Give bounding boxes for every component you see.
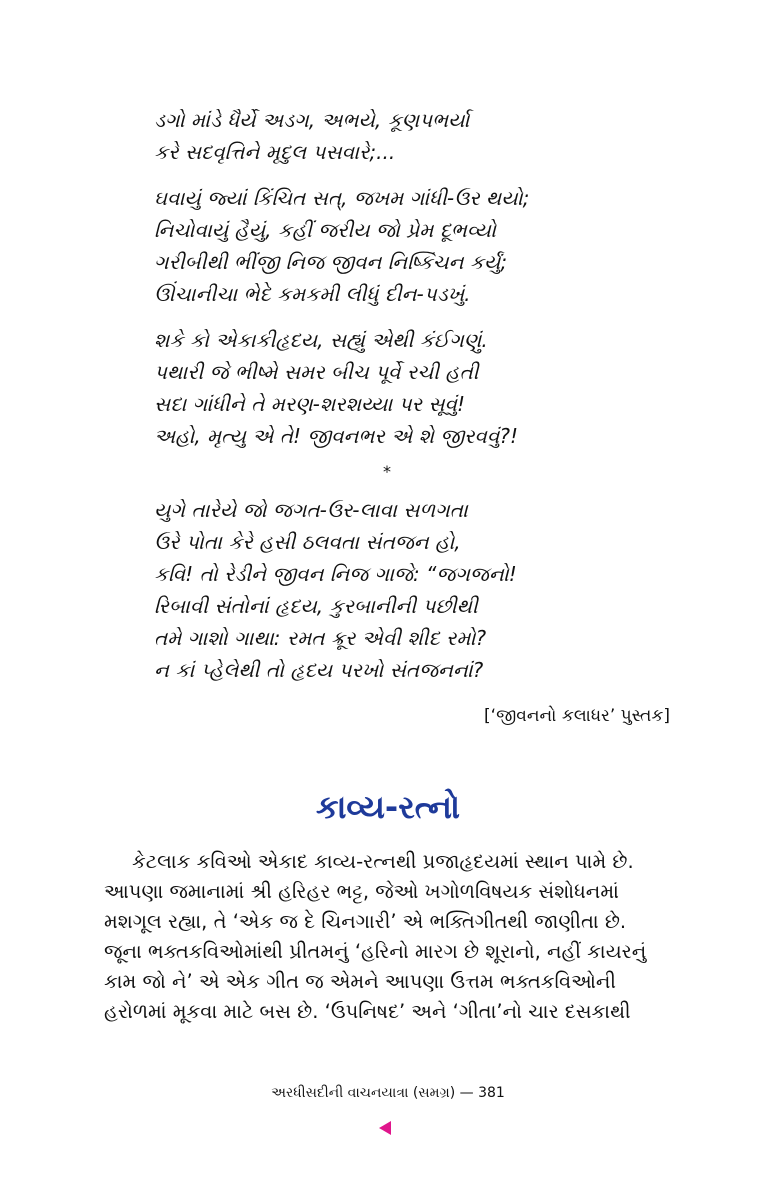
page-footer: અરધીસદીની વાચનયાત્રા (સમગ્ર) — 381 bbox=[271, 1085, 505, 1101]
section-heading: કાવ્ય-રત્નો bbox=[316, 788, 460, 826]
poem-source-citation: [‘જીવનનો કલાધર’ પુસ્તક] bbox=[484, 706, 670, 726]
poem-line: ઊંચાનીચા ભેદે કમકમી લીધું દીન-પડખું. bbox=[154, 282, 471, 306]
paragraph-line: મશગૂલ રહ્યા, તે ‘એક જ દે ચિનગારી’ એ ભક્તિગીતથી જાણીતા છે. bbox=[104, 910, 627, 933]
poem-line: સદા ગાંધીને તે મરણ-શરશય્યા પર સૂવું! bbox=[154, 392, 466, 416]
poem-line: ન કાં પ્હેલેથી તો હૃદય પરખો સંતજનનાં? bbox=[154, 658, 484, 682]
poem-stanza-1 bbox=[154, 104, 554, 168]
poem-line: કવિ! તો રેડીને જીવન નિજ ગાજે: “જગજનો! bbox=[154, 562, 517, 586]
poem-line: ઘવાયું જ્યાં કિંચિત સત્, જખમ ગાંધી-ઉર થયો; bbox=[154, 186, 530, 210]
body-paragraph bbox=[104, 847, 670, 1027]
poem-line: રિબાવી સંતોનાં હૃદય, કુરબાનીની પછીથી bbox=[154, 594, 478, 618]
poem-line: ઉરે પોતા કેરે હસી ઠલવતા સંતજન હો, bbox=[154, 530, 461, 554]
poem-stanza-3 bbox=[154, 324, 554, 452]
poem-line: ગરીબીથી ભીંજી નિજ જીવન નિષ્કિંચન કર્યું; bbox=[154, 250, 508, 274]
previous-page-arrow-icon[interactable] bbox=[379, 1121, 391, 1135]
paragraph-line: હરોળમાં મૂકવા માટે બસ છે. ‘ઉપનિષદ’ અને ‘ગીતા’નો ચાર દસકાથી bbox=[104, 1000, 631, 1023]
poem-line: કરે સદવૃત્તિને મૃદુલ પસવારે;... bbox=[154, 140, 396, 164]
paragraph-line: કેટલાક કવિઓ એકાદ કાવ્ય-રત્નથી પ્રજાહૃદયમાં સ્થાન પામે છે. bbox=[132, 850, 634, 873]
poem-line: શકે કો એકાકીહૃદય, સહ્યું એથી કંઈગણું. bbox=[154, 328, 488, 352]
poem-line: અહો, મૃત્યુ એ તે! જીવનભર એ શે જીરવવું?! bbox=[154, 424, 518, 448]
paragraph-line: જૂના ભક્તકવિઓમાંથી પ્રીતમનું ‘હરિનો મારગ છે શૂરાનો, નહીં કાયરનું bbox=[104, 940, 647, 963]
paragraph-line: કામ જો ને’ એ એક ગીત જ એમને આપણા ઉત્તમ ભક્તકવિઓની bbox=[104, 970, 617, 993]
poem-stanza-4 bbox=[154, 494, 554, 686]
poem-line: પથારી જે ભીષ્મે સમર બીચ પૂર્વે રચી હતી bbox=[154, 360, 479, 384]
paragraph-line: આપણા જમાનામાં શ્રી હરિહર ભટ્ટ, જેઓ ખગોળવિષયક સંશોધનમાં bbox=[104, 880, 619, 903]
poem-stanza-2 bbox=[154, 182, 554, 310]
stanza-separator: * bbox=[383, 462, 391, 481]
poem-line: તમે ગાશો ગાથા: રમત ક્રૂર એવી શીદ રમો? bbox=[154, 626, 487, 650]
poem-line: ડગો માંડે ધૈર્યે અડગ, અભયે, કૂણપભર્યા bbox=[154, 108, 470, 132]
poem-line: નિચોવાયું હૈયું, કહીં જરીય જો પ્રેમ દૂભવ્યો bbox=[154, 218, 496, 242]
poem-line: યુગે તારેયે જો જગત-ઉર-લાવા સળગતા bbox=[154, 498, 468, 522]
